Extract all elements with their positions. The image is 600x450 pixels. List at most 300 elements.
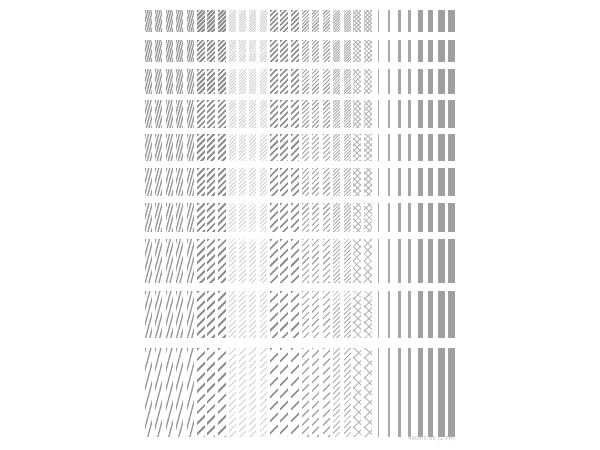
pattern-swatch (428, 10, 433, 32)
pattern-swatch (344, 291, 351, 338)
pattern-swatch (388, 69, 390, 94)
pattern-swatch (218, 291, 226, 338)
pattern-swatch (155, 348, 162, 437)
pattern-swatch (323, 10, 330, 32)
pattern-swatch (302, 10, 309, 32)
pattern-swatch (145, 134, 152, 161)
pattern-swatch (155, 291, 162, 338)
pattern-swatch (438, 291, 445, 338)
pattern-swatch (239, 134, 246, 161)
pattern-swatch (197, 10, 205, 32)
pattern-swatch (239, 348, 246, 437)
pattern-swatch (333, 168, 340, 196)
pattern-swatch (270, 10, 278, 32)
pattern-swatch (302, 100, 309, 128)
pattern-swatch (166, 100, 173, 128)
pattern-swatch (270, 348, 278, 437)
pattern-swatch (270, 40, 278, 62)
pattern-swatch (291, 10, 299, 32)
pattern-swatch (323, 291, 330, 338)
pattern-swatch (418, 239, 423, 283)
caption-text: 4904/5-b0 (1.7M) (408, 436, 455, 442)
pattern-swatch (353, 291, 361, 338)
pattern-swatch (428, 134, 433, 161)
pattern-swatch (448, 348, 455, 437)
pattern-swatch (333, 100, 340, 128)
pattern-swatch (166, 69, 173, 94)
pattern-swatch (229, 239, 236, 283)
pattern-swatch (145, 348, 152, 437)
pattern-swatch (378, 239, 380, 283)
pattern-swatch (428, 348, 433, 437)
pattern-swatch (249, 291, 256, 338)
pattern-swatch (408, 203, 411, 232)
pattern-swatch (428, 100, 433, 128)
pattern-swatch (260, 10, 267, 32)
pattern-swatch (229, 40, 236, 62)
pattern-swatch (260, 291, 267, 338)
pattern-swatch (302, 168, 309, 196)
pattern-swatch (187, 100, 194, 128)
pattern-swatch (176, 10, 183, 32)
pattern-swatch (364, 168, 372, 196)
pattern-swatch (448, 69, 455, 94)
pattern-swatch (239, 291, 246, 338)
pattern-swatch (312, 168, 319, 196)
pattern-swatch (333, 69, 340, 94)
pattern-swatch (312, 10, 319, 32)
pattern-swatch (312, 291, 319, 338)
pattern-swatch (145, 10, 152, 32)
pattern-swatch (408, 40, 411, 62)
pattern-swatch (408, 10, 411, 32)
pattern-swatch (207, 69, 215, 94)
pattern-swatch (353, 348, 361, 437)
pattern-swatch (260, 69, 267, 94)
pattern-swatch (218, 203, 226, 232)
pattern-swatch (176, 134, 183, 161)
pattern-swatch (207, 100, 215, 128)
pattern-swatch (187, 69, 194, 94)
pattern-swatch (166, 203, 173, 232)
pattern-swatch (398, 239, 401, 283)
pattern-swatch (239, 10, 246, 32)
pattern-swatch (270, 291, 278, 338)
pattern-swatch (353, 100, 361, 128)
pattern-swatch (438, 239, 445, 283)
pattern-swatch (344, 203, 351, 232)
pattern-swatch (418, 134, 423, 161)
pattern-swatch (229, 291, 236, 338)
pattern-swatch (197, 203, 205, 232)
pattern-swatch (270, 100, 278, 128)
pattern-swatch (291, 348, 299, 437)
pattern-swatch (418, 348, 423, 437)
pattern-swatch (197, 168, 205, 196)
pattern-swatch (408, 100, 411, 128)
pattern-swatch (176, 239, 183, 283)
pattern-swatch (239, 203, 246, 232)
pattern-swatch (418, 203, 423, 232)
pattern-swatch (260, 348, 267, 437)
pattern-swatch (388, 134, 390, 161)
pattern-swatch (207, 134, 215, 161)
pattern-swatch (428, 168, 433, 196)
pattern-swatch (344, 134, 351, 161)
pattern-swatch (291, 203, 299, 232)
pattern-swatch (333, 203, 340, 232)
pattern-swatch (145, 69, 152, 94)
pattern-swatch (388, 291, 390, 338)
pattern-swatch (428, 69, 433, 94)
pattern-swatch (207, 203, 215, 232)
pattern-swatch (364, 239, 372, 283)
pattern-swatch (291, 40, 299, 62)
pattern-swatch (229, 348, 236, 437)
pattern-swatch (364, 69, 372, 94)
pattern-swatch (260, 168, 267, 196)
pattern-swatch (166, 40, 173, 62)
pattern-swatch (378, 100, 380, 128)
pattern-swatch (176, 291, 183, 338)
pattern-swatch (312, 134, 319, 161)
pattern-swatch (323, 203, 330, 232)
pattern-swatch (344, 69, 351, 94)
pattern-swatch (323, 239, 330, 283)
pattern-swatch (291, 291, 299, 338)
pattern-swatch (418, 40, 423, 62)
pattern-swatch (197, 348, 205, 437)
pattern-swatch (197, 134, 205, 161)
pattern-swatch (408, 239, 411, 283)
pattern-swatch (302, 203, 309, 232)
pattern-swatch (408, 134, 411, 161)
pattern-swatch (145, 291, 152, 338)
pattern-swatch (260, 100, 267, 128)
pattern-swatch (197, 291, 205, 338)
pattern-swatch (428, 203, 433, 232)
pattern-swatch (176, 203, 183, 232)
pattern-swatch (333, 239, 340, 283)
pattern-swatch (280, 134, 288, 161)
pattern-swatch (239, 168, 246, 196)
pattern-swatch (302, 69, 309, 94)
pattern-swatch (418, 10, 423, 32)
pattern-swatch (218, 134, 226, 161)
pattern-swatch (260, 134, 267, 161)
pattern-swatch (388, 10, 390, 32)
pattern-swatch (323, 134, 330, 161)
pattern-swatch (312, 69, 319, 94)
pattern-swatch (187, 168, 194, 196)
pattern-swatch (260, 40, 267, 62)
pattern-swatch (229, 134, 236, 161)
pattern-swatch (353, 134, 361, 161)
pattern-swatch (448, 239, 455, 283)
pattern-swatch (155, 69, 162, 94)
pattern-swatch (428, 40, 433, 62)
pattern-swatch (229, 69, 236, 94)
pattern-swatch (249, 69, 256, 94)
pattern-swatch (291, 69, 299, 94)
pattern-swatch (378, 69, 380, 94)
pattern-swatch (333, 291, 340, 338)
pattern-swatch (249, 40, 256, 62)
pattern-swatch (312, 40, 319, 62)
pattern-swatch (448, 168, 455, 196)
pattern-swatch (260, 239, 267, 283)
pattern-swatch (229, 100, 236, 128)
pattern-swatch (280, 100, 288, 128)
pattern-swatch (302, 239, 309, 283)
pattern-swatch (249, 10, 256, 32)
pattern-swatch (398, 40, 401, 62)
pattern-swatch (398, 168, 401, 196)
pattern-swatch (418, 168, 423, 196)
pattern-swatch (280, 69, 288, 94)
pattern-swatch (438, 348, 445, 437)
pattern-swatch (364, 10, 372, 32)
pattern-swatch (176, 100, 183, 128)
pattern-swatch (378, 291, 380, 338)
pattern-swatch (378, 40, 380, 62)
pattern-swatch (239, 100, 246, 128)
pattern-swatch (207, 239, 215, 283)
pattern-swatch (176, 168, 183, 196)
pattern-swatch (302, 291, 309, 338)
pattern-swatch (155, 40, 162, 62)
pattern-swatch (229, 10, 236, 32)
pattern-swatch (218, 40, 226, 62)
pattern-swatch (145, 168, 152, 196)
pattern-swatch (166, 134, 173, 161)
pattern-swatch (145, 239, 152, 283)
pattern-swatch (166, 10, 173, 32)
pattern-swatch (280, 348, 288, 437)
pattern-swatch (249, 168, 256, 196)
pattern-swatch (398, 100, 401, 128)
pattern-swatch (239, 69, 246, 94)
pattern-swatch (280, 203, 288, 232)
pattern-swatch (187, 291, 194, 338)
pattern-swatch (333, 10, 340, 32)
pattern-swatch (218, 100, 226, 128)
pattern-swatch (207, 10, 215, 32)
pattern-swatch (280, 10, 288, 32)
pattern-swatch (323, 348, 330, 437)
pattern-swatch (428, 291, 433, 338)
pattern-swatch (270, 134, 278, 161)
pattern-swatch (166, 291, 173, 338)
pattern-swatch (388, 100, 390, 128)
pattern-swatch (448, 291, 455, 338)
pattern-swatch (344, 100, 351, 128)
pattern-swatch (408, 291, 411, 338)
pattern-swatch (364, 291, 372, 338)
pattern-swatch (388, 40, 390, 62)
pattern-swatch (229, 203, 236, 232)
pattern-swatch (260, 203, 267, 232)
pattern-swatch (249, 348, 256, 437)
pattern-swatch (291, 168, 299, 196)
pattern-swatch (249, 239, 256, 283)
pattern-swatch (145, 40, 152, 62)
pattern-swatch (364, 40, 372, 62)
pattern-swatch (428, 239, 433, 283)
pattern-swatch (353, 10, 361, 32)
pattern-swatch (353, 40, 361, 62)
pattern-swatch (187, 40, 194, 62)
pattern-swatch (438, 134, 445, 161)
pattern-swatch (398, 69, 401, 94)
pattern-swatch (207, 291, 215, 338)
pattern-swatch (448, 100, 455, 128)
pattern-swatch (323, 168, 330, 196)
pattern-swatch (418, 291, 423, 338)
pattern-swatch (155, 134, 162, 161)
pattern-swatch (176, 348, 183, 437)
pattern-swatch (323, 69, 330, 94)
pattern-swatch (218, 239, 226, 283)
pattern-swatch (197, 100, 205, 128)
pattern-swatch (398, 291, 401, 338)
pattern-swatch (270, 239, 278, 283)
pattern-swatch (388, 168, 390, 196)
pattern-swatch (239, 239, 246, 283)
pattern-swatch (270, 168, 278, 196)
pattern-swatch (344, 40, 351, 62)
pattern-swatch (249, 100, 256, 128)
pattern-swatch (388, 239, 390, 283)
pattern-swatch (291, 134, 299, 161)
pattern-swatch (353, 239, 361, 283)
pattern-swatch (280, 168, 288, 196)
pattern-swatch (302, 348, 309, 437)
pattern-swatch (187, 203, 194, 232)
pattern-swatch (291, 100, 299, 128)
pattern-swatch (364, 100, 372, 128)
pattern-swatch (312, 100, 319, 128)
pattern-swatch (207, 348, 215, 437)
pattern-swatch (145, 203, 152, 232)
pattern-swatch (207, 168, 215, 196)
pattern-swatch (176, 69, 183, 94)
pattern-swatch (378, 134, 380, 161)
pattern-swatch (312, 348, 319, 437)
pattern-swatch (249, 134, 256, 161)
pattern-swatch (218, 10, 226, 32)
pattern-swatch (378, 348, 380, 437)
pattern-swatch (155, 100, 162, 128)
pattern-swatch (187, 348, 194, 437)
pattern-swatch (398, 348, 401, 437)
pattern-swatch (344, 168, 351, 196)
pattern-swatch (448, 203, 455, 232)
pattern-swatch (438, 100, 445, 128)
pattern-swatch (187, 134, 194, 161)
pattern-swatch (155, 203, 162, 232)
pattern-swatch (302, 40, 309, 62)
pattern-swatch (408, 348, 411, 437)
pattern-swatch (155, 239, 162, 283)
pattern-swatch (145, 100, 152, 128)
pattern-swatch (249, 203, 256, 232)
pattern-swatch (438, 168, 445, 196)
pattern-swatch (364, 134, 372, 161)
pattern-swatch (270, 69, 278, 94)
pattern-swatch (218, 69, 226, 94)
pattern-swatch (418, 69, 423, 94)
pattern-swatch (333, 40, 340, 62)
pattern-swatch (378, 10, 380, 32)
pattern-swatch (323, 100, 330, 128)
pattern-swatch (353, 168, 361, 196)
pattern-swatch (239, 40, 246, 62)
pattern-swatch (270, 203, 278, 232)
pattern-swatch (398, 134, 401, 161)
pattern-swatch (323, 40, 330, 62)
pattern-swatch (207, 40, 215, 62)
pattern-swatch (353, 69, 361, 94)
pattern-swatch (280, 40, 288, 62)
pattern-swatch (344, 239, 351, 283)
pattern-swatch (398, 203, 401, 232)
pattern-swatch (187, 10, 194, 32)
pattern-swatch (408, 168, 411, 196)
pattern-swatch (187, 239, 194, 283)
pattern-swatch (312, 203, 319, 232)
pattern-swatch (388, 348, 390, 437)
pattern-swatch (353, 203, 361, 232)
pattern-swatch (197, 40, 205, 62)
pattern-swatch (438, 69, 445, 94)
pattern-swatch (448, 134, 455, 161)
pattern-swatch (438, 203, 445, 232)
pattern-swatch (197, 239, 205, 283)
pattern-swatch (166, 168, 173, 196)
pattern-swatch (312, 239, 319, 283)
pattern-swatch (302, 134, 309, 161)
pattern-swatch (408, 69, 411, 94)
pattern-swatch (291, 239, 299, 283)
pattern-swatch (398, 10, 401, 32)
pattern-swatch (280, 291, 288, 338)
pattern-swatch (333, 134, 340, 161)
pattern-swatch (438, 40, 445, 62)
pattern-swatch (155, 168, 162, 196)
pattern-swatch (438, 10, 445, 32)
pattern-swatch (364, 203, 372, 232)
pattern-swatch (378, 168, 380, 196)
pattern-swatch (166, 348, 173, 437)
pattern-swatch (229, 168, 236, 196)
pattern-swatch (378, 203, 380, 232)
pattern-swatch (448, 10, 455, 32)
pattern-swatch (364, 348, 372, 437)
pattern-swatch (388, 203, 390, 232)
pattern-swatch (176, 40, 183, 62)
pattern-swatch (166, 239, 173, 283)
pattern-swatch (218, 168, 226, 196)
pattern-swatch (448, 40, 455, 62)
pattern-swatch (280, 239, 288, 283)
pattern-swatch (197, 69, 205, 94)
pattern-swatch (218, 348, 226, 437)
pattern-swatch (333, 348, 340, 437)
pattern-swatch (155, 10, 162, 32)
pattern-swatch (344, 10, 351, 32)
pattern-swatch (344, 348, 351, 437)
